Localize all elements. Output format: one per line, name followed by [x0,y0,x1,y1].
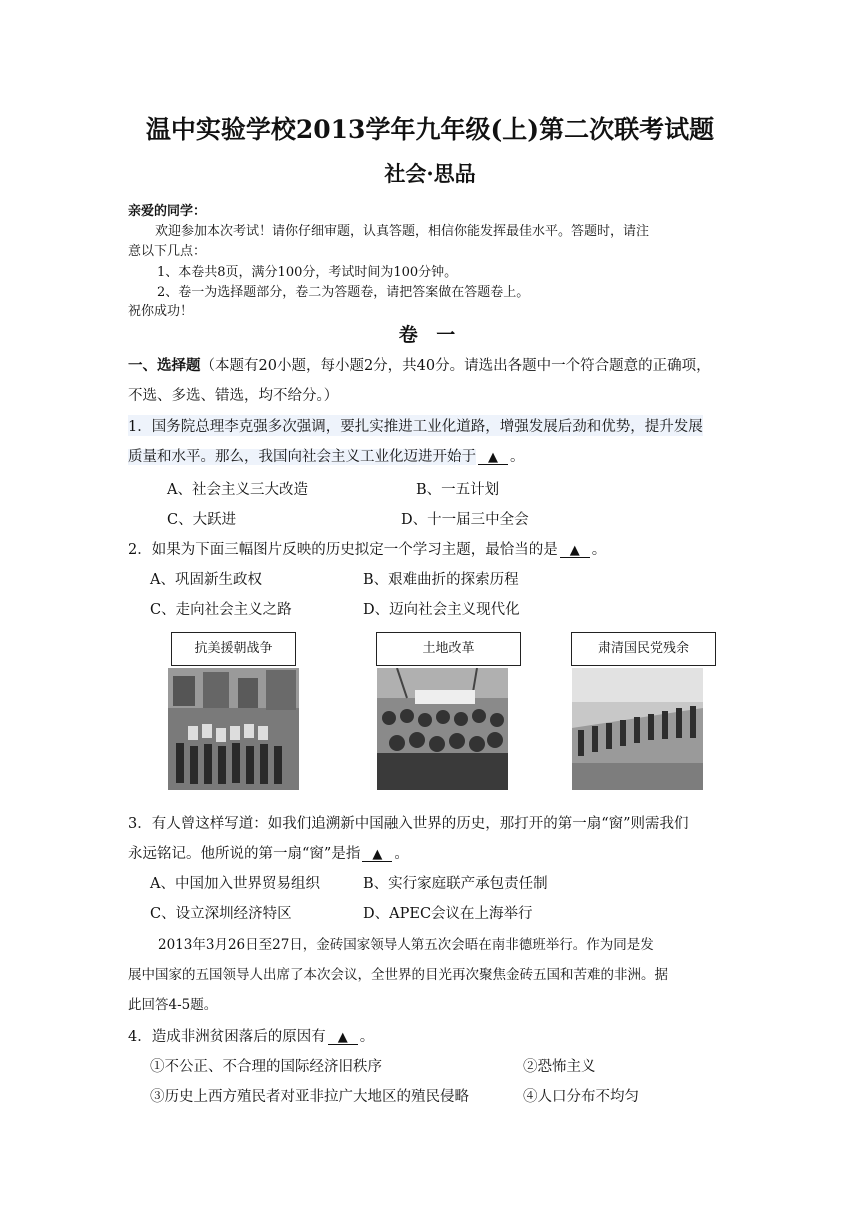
q3-stem-line1: 3．有人曾这样写道：如我们追溯新中国融入世界的历史，那打开的第一扇“窗”则需我们 [128,816,689,832]
section-heading: 卷 一 [398,324,462,346]
q3-option-d: D、APEC会议在上海举行 [363,906,533,922]
greeting: 亲爱的同学： [128,204,207,219]
q4-answer-blank: ▲ [328,1031,358,1045]
intro-point-2: 2、卷一为选择题部分，卷二为答题卷，请把答案做在答题卷上。 [157,285,530,300]
q4-option-4: ④人口分布不均匀 [523,1089,639,1105]
photo-label-land-reform: 土地改革 [376,632,521,666]
intro-line-1: 欢迎参加本次考试！请你仔细审题，认真答题，相信你能发挥最佳水平。答题时，请注 [155,224,650,239]
q3-stem-text: 永远铭记。他所说的第一扇“窗”是指 [128,846,361,862]
q3-stem-end: 。 [394,846,409,862]
passage-line-2: 展中国家的五国领导人出席了本次会议，全世界的目光再次聚焦金砖五国和苦难的非洲。据 [128,967,668,983]
intro-point-1: 1、本卷共8页，满分100分，考试时间为100分钟。 [157,265,458,280]
photo-label-eliminate-remnants: 肃清国民党残余 [571,632,716,666]
q2-option-d: D、迈向社会主义现代化 [363,602,520,618]
q1-stem-end: 。 [510,449,525,465]
q2-answer-blank: ▲ [560,544,590,558]
q1-option-b: B、一五计划 [416,482,500,498]
intro-line-2: 意以下几点： [128,244,207,259]
part-intro [128,354,711,375]
q3-answer-blank: ▲ [362,848,392,862]
q3-option-a: A、中国加入世界贸易组织 [150,876,320,892]
q1-stem-line2 [128,445,525,466]
q2-stem [128,538,606,559]
intro-closing: 祝你成功！ [128,304,194,319]
photo-label-korean-war: 抗美援朝战争 [171,632,296,666]
passage-line-1: 2013年3月26日至27日，金砖国家领导人第五次会晤在南非德班举行。作为同是发 [158,937,654,953]
q1-stem-text: 质量和水平。那么，我国向社会主义工业化迈进开始于 [128,449,476,465]
q4-option-2: ②恐怖主义 [523,1059,596,1075]
q2-stem-text: 2．如果为下面三幅图片反映的历史拟定一个学习主题，最恰当的是 [128,542,558,558]
passage-line-3: 此回答4-5题。 [128,997,218,1013]
q1-option-c: C、大跃进 [167,512,237,528]
exam-subject: 社会·思品 [384,161,476,186]
part-desc-2: 不选、多选、错选，均不给分。） [128,388,339,404]
q4-stem [128,1025,374,1046]
q3-option-b: B、实行家庭联产承包责任制 [363,876,548,892]
q2-option-a: A、巩固新生政权 [150,572,262,588]
parade-photo-icon [168,668,299,790]
q1-option-a: A、社会主义三大改造 [167,482,308,498]
q4-stem-end: 。 [359,1029,375,1045]
part-title: 一、选择题 [128,357,201,374]
q2-option-c: C、走向社会主义之路 [150,602,292,618]
q3-stem-line2 [128,842,409,863]
exam-title: 温中实验学校2013学年九年级(上)第二次联考试题 [145,115,715,144]
q2-option-b: B、艰难曲折的探索历程 [363,572,519,588]
q1-option-d: D、十一届三中全会 [401,512,529,528]
q4-stem-text: 4．造成非洲贫困落后的原因有 [128,1029,326,1045]
q3-option-c: C、设立深圳经济特区 [150,906,292,922]
river-crossing-photo-icon [572,668,703,790]
q1-answer-blank: ▲ [478,451,508,465]
q1-stem-line1: 1．国务院总理李克强多次强调，要扎实推进工业化道路，增强发展后劲和优势，提升发展 [128,415,703,436]
q4-option-1: ①不公正、不合理的国际经济旧秩序 [150,1059,382,1075]
q2-stem-end: 。 [591,542,607,558]
crowd-photo-icon [377,668,508,790]
part-desc-1: （本题有20小题，每小题2分，共40分。请选出各题中一个符合题意的正确项， [200,358,711,374]
q4-option-3: ③历史上西方殖民者对亚非拉广大地区的殖民侵略 [150,1089,469,1105]
